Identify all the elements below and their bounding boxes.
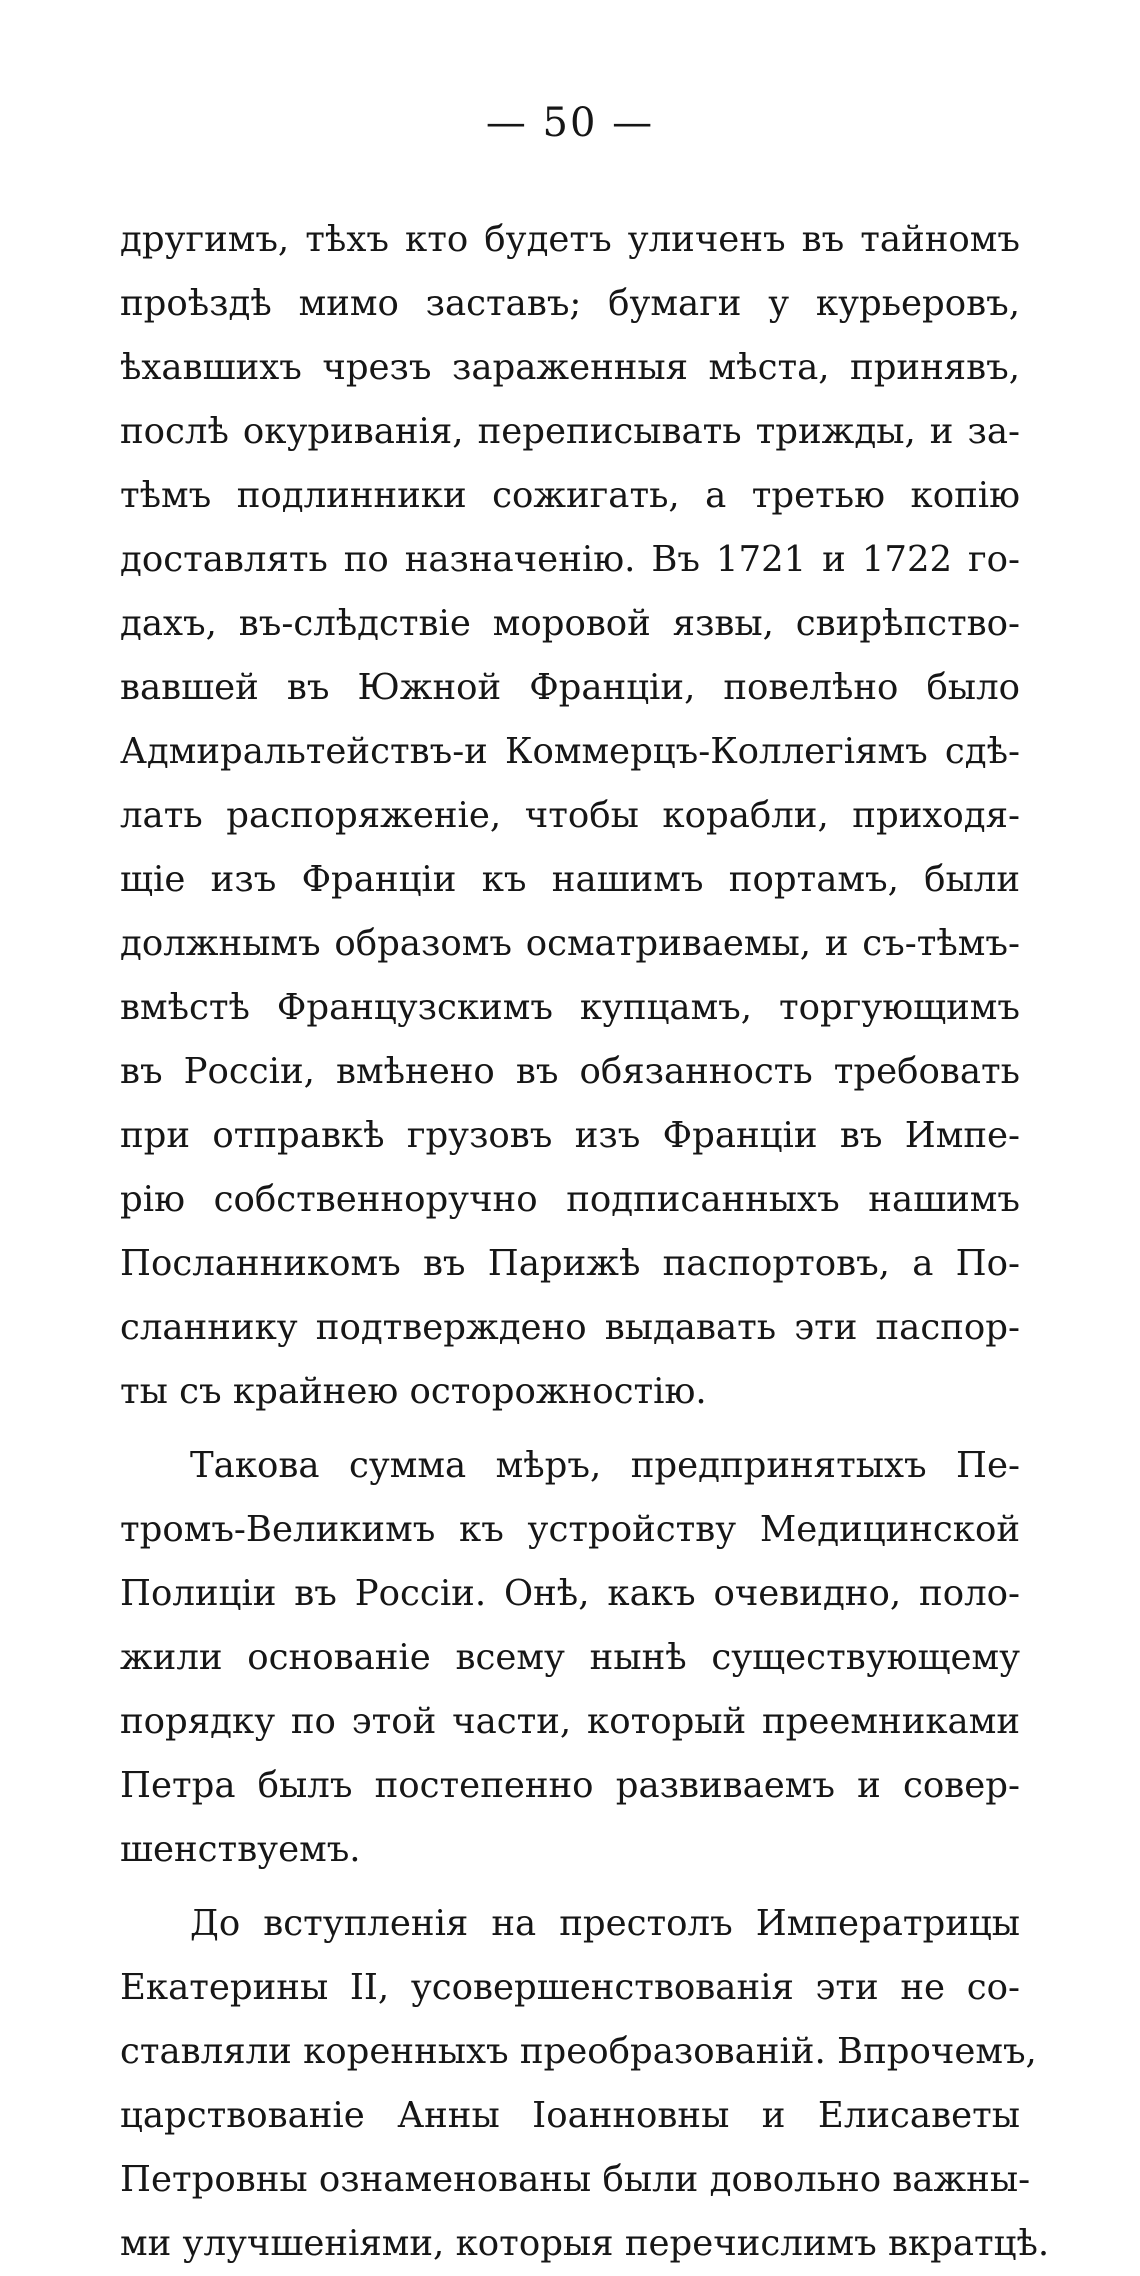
text-line: Полиціи въ Россіи. Онѣ, какъ очевидно, поло- (120, 1573, 1020, 1614)
text-line: Такова сумма мѣръ, предпринятыхъ Пе- (190, 1445, 1020, 1486)
text-line: при отправкѣ грузовъ изъ Франціи въ Импе- (120, 1115, 1020, 1156)
paragraph (120, 1892, 1050, 2276)
text-line: шенствуемъ. (120, 1829, 361, 1870)
text-line: доставлять по назначенію. Въ 1721 и 1722 го- (120, 539, 1020, 580)
text-line: Екатерины II, усовершенствованія эти не со- (120, 1967, 1020, 2008)
text-line: Петровны ознаменованы были довольно важны- (120, 2159, 1031, 2200)
text-line: Посланникомъ въ Парижѣ паспортовъ, а По- (120, 1243, 1020, 1284)
paragraph-gap (120, 1424, 1020, 1434)
text-line: Адмиральтействъ-и Коммерцъ-Коллегіямъ сдѣ- (120, 731, 1020, 772)
text-line: сланнику подтверждено выдавать эти паспор- (120, 1307, 1020, 1348)
text-line: тромъ-Великимъ къ устройству Медицинской (120, 1509, 1020, 1550)
text-line: порядку по этой части, который преемниками (120, 1701, 1020, 1742)
text-line: Петра былъ постепенно развиваемъ и совер- (120, 1765, 1020, 1806)
text-line: ты съ крайнею осторожностію. (120, 1371, 707, 1412)
paragraph (120, 208, 1020, 1424)
text-line: рію собственноручно подписанныхъ нашимъ (120, 1179, 1020, 1220)
paragraph-gap (120, 1882, 1020, 1892)
paragraph (120, 1434, 1020, 1882)
text-line: щіе изъ Франціи къ нашимъ портамъ, были (120, 859, 1020, 900)
text-line: ставляли коренныхъ преобразованій. Впрочемъ, (120, 2031, 1037, 2072)
text-line: лать распоряженіе, чтобы корабли, приходя- (120, 795, 1020, 836)
text-line: жили основаніе всему нынѣ существующему (120, 1637, 1020, 1678)
text-line: проѣздѣ мимо заставъ; бумаги у курьеровъ, (120, 283, 1020, 324)
text-line: другимъ, тѣхъ кто будетъ уличенъ въ тайномъ (120, 219, 1020, 260)
page-number: — 50 — (485, 100, 655, 146)
body-text (120, 208, 1050, 2276)
text-line: дахъ, въ-слѣдствіе моровой язвы, свирѣпство- (120, 603, 1020, 644)
text-line: ѣхавшихъ чрезъ зараженныя мѣста, принявъ, (120, 347, 1020, 388)
text-line: ми улучшеніями, которыя перечислимъ вкратцѣ. (120, 2223, 1050, 2264)
text-line: царствованіе Анны Іоанновны и Елисаветы (120, 2095, 1020, 2136)
text-line: вмѣстѣ Французскимъ купцамъ, торгующимъ (120, 987, 1020, 1028)
text-line: послѣ окуриванія, переписывать трижды, и за- (120, 411, 1020, 452)
text-line: вавшей въ Южной Франціи, повелѣно было (120, 667, 1020, 708)
text-line: должнымъ образомъ осматриваемы, и съ-тѣмъ- (120, 923, 1020, 964)
text-line: въ Россіи, вмѣнено въ обязанность требовать (120, 1051, 1020, 1092)
text-line: До вступленія на престолъ Императрицы (190, 1903, 1020, 1944)
text-line: тѣмъ подлинники сожигать, а третью копію (120, 475, 1020, 516)
